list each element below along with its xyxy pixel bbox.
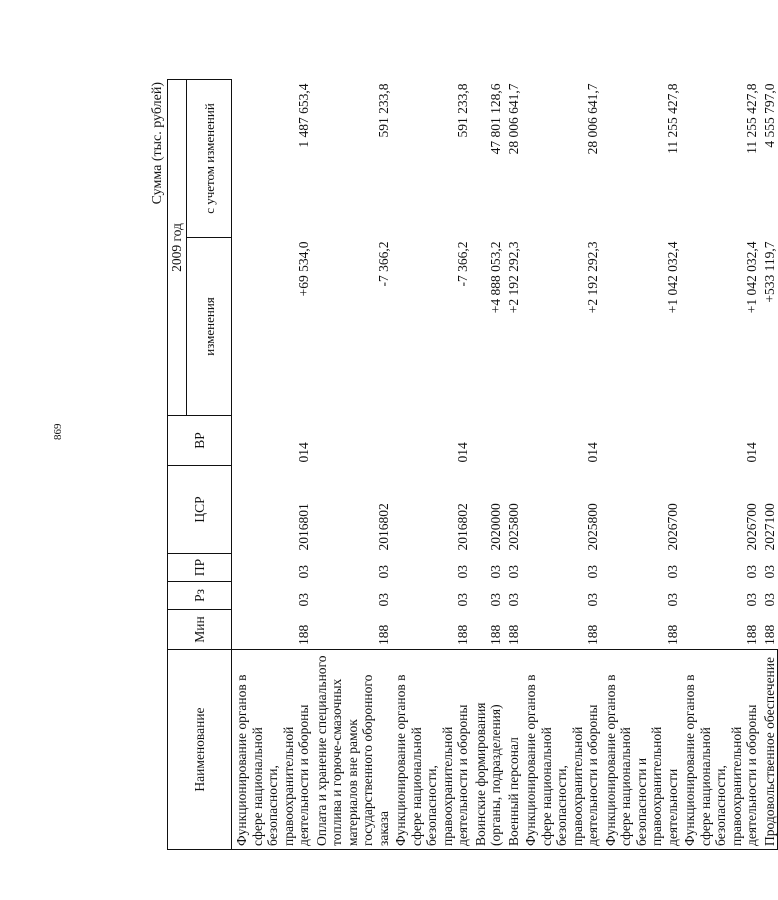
row-rz: 03 bbox=[585, 593, 600, 607]
row-rz: 03 bbox=[488, 593, 503, 607]
row-vr: 014 bbox=[296, 442, 311, 463]
row-name: Функционирование органов в сфере национальной безопасности, правоохранительной деятельности и обороны bbox=[232, 650, 312, 850]
row-total: 591 233,8 bbox=[375, 83, 391, 138]
row-pr: 03 bbox=[585, 565, 600, 579]
header-rz: Рз bbox=[168, 582, 232, 610]
row-total: 11 255 427,8 bbox=[744, 83, 759, 154]
budget-table bbox=[167, 79, 778, 850]
header-with-changes: с учетом изменений bbox=[187, 80, 232, 238]
row-pr: 03 bbox=[744, 565, 759, 579]
row-pr: 03 bbox=[296, 565, 311, 579]
row-total: 4 555 797,0 bbox=[762, 83, 777, 148]
header-year: 2009 год bbox=[168, 80, 187, 416]
header-vr: ВР bbox=[168, 416, 232, 466]
row-pr: 03 bbox=[488, 565, 503, 579]
row-min: 188 bbox=[296, 624, 311, 645]
row-min: 188 bbox=[744, 624, 759, 645]
row-rz: 03 bbox=[664, 593, 680, 607]
row-rz: 03 bbox=[505, 593, 521, 607]
row-rz: 03 bbox=[762, 593, 777, 607]
page-number: 869 bbox=[52, 423, 64, 440]
row-min: 188 bbox=[505, 624, 521, 645]
row-vr: 014 bbox=[455, 442, 470, 463]
row-changes: +69 534,0 bbox=[296, 241, 311, 297]
table-caption: Сумма (тыс. рублей) bbox=[150, 82, 165, 205]
header-pr: ПР bbox=[168, 554, 232, 582]
row-vr: 014 bbox=[744, 442, 759, 463]
row-vr bbox=[760, 416, 778, 466]
row-changes: +1 042 032,4 bbox=[664, 241, 680, 314]
row-changes: +1 042 032,4 bbox=[744, 241, 759, 314]
row-total: 28 006 641,7 bbox=[585, 83, 600, 155]
table-header bbox=[168, 80, 232, 850]
row-pr: 03 bbox=[664, 565, 680, 579]
row-total: 1 487 653,4 bbox=[296, 83, 311, 148]
row-pr: 03 bbox=[375, 565, 391, 579]
table-body bbox=[232, 80, 778, 850]
row-rz: 03 bbox=[455, 593, 470, 607]
rotated-page-content bbox=[150, 80, 778, 850]
row-pr: 03 bbox=[455, 565, 470, 579]
row-csr: 2026700 bbox=[744, 503, 759, 551]
row-name: Оплата и хранение специального топлива и горюче-смазочных материалов вне рамок государственного оборонного заказа bbox=[312, 650, 392, 850]
row-changes: -7 366,2 bbox=[455, 241, 470, 287]
row-csr: 2025800 bbox=[585, 503, 600, 551]
table-row bbox=[471, 80, 504, 850]
table-row bbox=[760, 80, 778, 850]
row-vr bbox=[471, 416, 504, 466]
row-name: Функционирование органов в сфере национальной безопасности, правоохранительной деятельности и обороны bbox=[391, 650, 471, 850]
row-csr: 2016802 bbox=[375, 503, 391, 551]
row-changes: +4 888 053,2 bbox=[488, 241, 503, 314]
row-name: Функционирование органов в сфере национальной безопасности, правоохранительной деятельности и обороны bbox=[521, 650, 601, 850]
row-rz: 03 bbox=[375, 593, 391, 607]
row-pr: 03 bbox=[762, 565, 777, 579]
row-name: Функционирование органов в сфере национальной безопасности и правоохранительной деятельности bbox=[601, 650, 681, 850]
row-vr: 014 bbox=[585, 442, 600, 463]
row-csr: 2025800 bbox=[505, 503, 521, 551]
table-row bbox=[232, 80, 312, 850]
row-total: 11 255 427,8 bbox=[664, 83, 680, 154]
row-changes: +2 192 292,3 bbox=[505, 241, 521, 314]
row-name: Воинские формирования (органы, подразделения) bbox=[471, 650, 504, 850]
row-csr: 2020000 bbox=[488, 503, 503, 551]
row-rz: 03 bbox=[296, 593, 311, 607]
row-min: 188 bbox=[455, 624, 470, 645]
row-name: Военный персонал bbox=[504, 650, 522, 850]
row-name: Продовольственное обеспечение bbox=[760, 650, 778, 850]
row-pr: 03 bbox=[505, 565, 521, 579]
row-csr: 2026700 bbox=[664, 503, 680, 551]
row-min: 188 bbox=[664, 624, 680, 645]
row-name: Функционирование органов в сфере национальной безопасности, правоохранительной деятельности и обороны bbox=[680, 650, 760, 850]
row-csr: 2016802 bbox=[455, 503, 470, 551]
row-total: 28 006 641,7 bbox=[505, 83, 521, 155]
row-vr bbox=[504, 416, 522, 466]
row-csr: 2016801 bbox=[296, 503, 311, 551]
header-changes: изменения bbox=[187, 238, 232, 416]
row-vr bbox=[601, 416, 681, 466]
table-row bbox=[521, 80, 601, 850]
row-total: 591 233,8 bbox=[455, 83, 470, 138]
row-min: 188 bbox=[585, 624, 600, 645]
row-total: 47 801 128,6 bbox=[488, 83, 503, 155]
row-min: 188 bbox=[488, 624, 503, 645]
table-row bbox=[312, 80, 392, 850]
row-changes: +533 119,7 bbox=[762, 241, 777, 303]
header-min: Мин bbox=[168, 610, 232, 650]
table-row bbox=[504, 80, 522, 850]
row-changes: -7 366,2 bbox=[375, 241, 391, 287]
row-rz: 03 bbox=[744, 593, 759, 607]
row-min: 188 bbox=[762, 624, 777, 645]
row-changes: +2 192 292,3 bbox=[585, 241, 600, 314]
row-min: 188 bbox=[375, 624, 391, 645]
table-row bbox=[391, 80, 471, 850]
row-csr: 2027100 bbox=[762, 503, 777, 551]
header-csr: ЦСР bbox=[168, 466, 232, 554]
header-name: Наименование bbox=[168, 650, 232, 850]
table-row bbox=[601, 80, 681, 850]
row-vr bbox=[312, 416, 392, 466]
table-row bbox=[680, 80, 760, 850]
